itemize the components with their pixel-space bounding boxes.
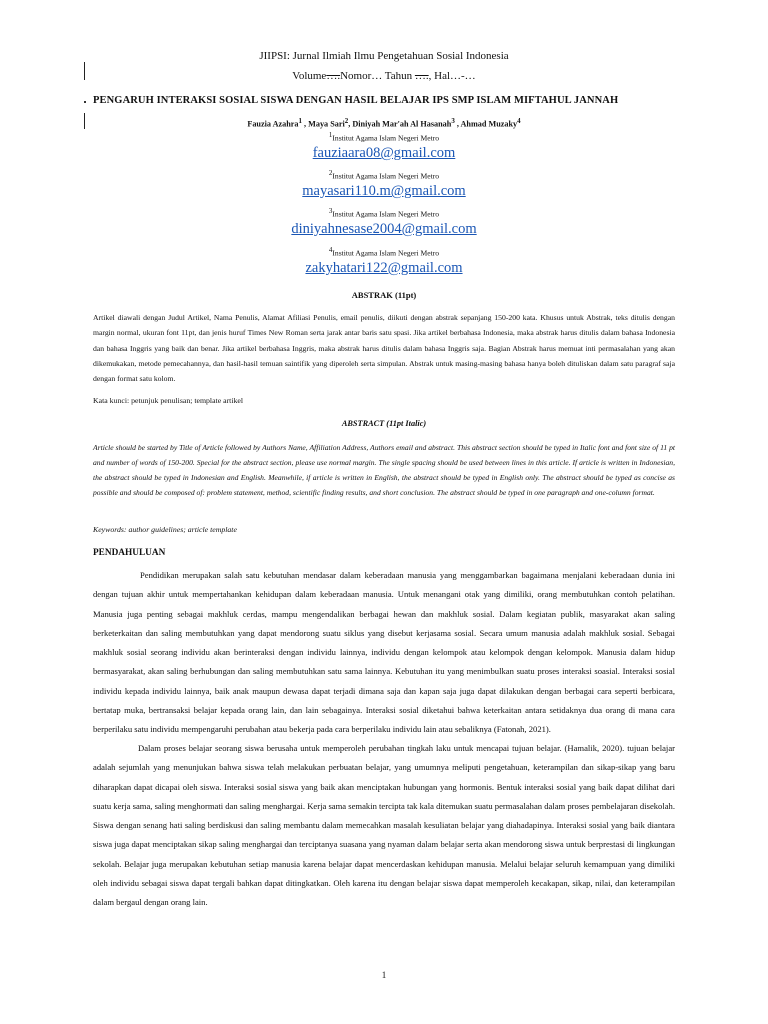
affiliation-institution: Institut Agama Islam Negeri Metro — [332, 209, 440, 219]
affiliation-number: 3 — [328, 207, 333, 215]
margin-mark — [84, 62, 85, 80]
page-number: 1 — [381, 970, 387, 980]
author-number: 3 — [451, 117, 455, 125]
margin-dot — [84, 101, 86, 103]
abstract-en-keywords: Keywords: author guidelines; article template — [93, 525, 237, 534]
author-name: Ahmad Muzaky — [460, 119, 518, 129]
author-number: 1 — [298, 117, 302, 125]
abstract-keywords: Kata kunci: petunjuk penulisan; template artikel — [93, 396, 244, 405]
affiliation-number: 2 — [328, 169, 333, 177]
abstract-heading: ABSTRAK (11pt) — [351, 290, 417, 300]
body-paragraph: Dalam proses belajar seorang siswa berusaha untuk memperoleh perubahan tingkah laku untuk mencapai tujuan belajar. (Hamalik, 2020). tujuan belajar adalah sejumlah yang menunjukan bahwa siswa telah melakukan perbuatan belajar, yang umumnya meliputi pengetahuan, keterampilan dan sikap-sikap yang baru diharapkan dapat dicapai oleh siswa. Interaksi sosial siswa yang baik akan menciptakan hubungan yang hormonis. Bentuk interaksi sosial yang baik dapat dilihat dari suatu kerja sama, saling menghormati dan saling menghargai. Kerja sama semakin tercipta tak kala ditemukan suatu permasalahan dalam proses pembelajaran disekolah. Siswa dengan senang hati saling berdiskusi dan saling membantu dalam memecahkan masalah kesuliatan belajar yang diahadapinya. Interaksi sosial yang baik diantara siswa juga dapat menciptakan sikap saling menghargai dan terciptanya suasana yang nyaman dalam belajar serta akan mendorong siswa untuk berprestasi di lingkungan sekolah. Belajar juga merupakan kebutuhan setiap manusia karena belajar dapat mencerdaskan kehidupan manusia. Melalui belajar seluruh kemampuan yang dimiliki oleh individu sebagai siswa dapat tergali bahkan dapat ditingkatkan. Oleh karena itu dengan belajar siswa dapat memperoleh kecakapan, sikap, nilai, dan keterampilan dalam bergaul dengan orang lain. — [93, 743, 675, 908]
author-separator: , — [302, 119, 309, 129]
volume-prefix: Volume — [292, 70, 327, 82]
author-name: Fauzia Azahra — [247, 119, 299, 129]
volume-line — [0, 70, 768, 82]
abstract-text: Artikel diawali dengan Judul Artikel, Nama Penulis, Alamat Afiliasi Penulis, email penulis, diikuti dengan abstrak sepanjang 150-200 kata. Khusus untuk Abstrak, teks ditulis dengan margin normal, ukuran font 11pt, dan jenis huruf Times New Roman serta jarak antar baris satu spasi. Jika artikel berbahasa Indonesia, maka abstrak harus ditulis dalam bahasa Indonesia dan bahasa Inggris yang baik dan benar. Jika artikel berbahasa Inggris, maka abstrak harus ditulis dalam bahasa Inggris saja. Bagian Abstrak harus memuat inti permasalahan yang akan dikemukakan, metode pemecahannya, dan hasil-hasil temuan saintifik yang diperoleh serta simpulan. Abstrak untuk masing-masing bahasa hanya boleh dituliskan dalam satu paragraf saja dengan format satu kolom. — [93, 313, 675, 384]
author-number: 4 — [517, 117, 521, 125]
author-number: 2 — [344, 117, 349, 125]
journal-header: JIIPSI: Jurnal Ilmiah Ilmu Pengetahuan Sosial Indonesia — [259, 50, 509, 62]
affiliation — [0, 169, 768, 181]
volume-strike-2: …. — [414, 70, 429, 82]
volume-strike-1: …. — [326, 70, 341, 82]
author-email-link[interactable]: zakyhatari122@gmail.com — [305, 260, 463, 276]
affiliation — [0, 207, 768, 219]
affiliation — [0, 246, 768, 258]
author-name: Diniyah Mar'ah Al Hasanah — [352, 119, 452, 129]
author-email-link[interactable]: mayasari110.m@gmail.com — [302, 183, 466, 199]
article-title: PENGARUH INTERAKSI SOSIAL SISWA DENGAN HASIL BELAJAR IPS SMP ISLAM MIFTAHUL JANNAH — [93, 95, 619, 106]
author-email-link[interactable]: fauziaara08@gmail.com — [312, 145, 456, 161]
volume-suffix: , Hal…-… — [428, 70, 476, 82]
abstract-en-heading: ABSTRACT (11pt Italic) — [341, 419, 427, 428]
author-name: Maya Sari — [308, 119, 345, 129]
volume-middle: Nomor… Tahun — [340, 70, 415, 82]
author-email-link[interactable]: diniyahnesase2004@gmail.com — [291, 221, 477, 237]
section-heading: PENDAHULUAN — [93, 548, 166, 558]
author-separator: , — [454, 119, 461, 129]
affiliation-number: 4 — [328, 246, 333, 254]
abstract-en-text: Article should be started by Title of Article followed by Authors Name, Affiliation Address, Authors email and abstract. This abstract section should be typed in Italic font and font size of 11 pt and number of words of 150-200. Special for the abstract section, please use normal margin. The single spacing should be used between lines in this article. If article is written in Indonesian, the abstract should be typed in Indonesian and English. Meanwhile, if article is written in English, the abstract should be typed in English only. The abstract should be typed as concise as possible and should be composed of: problem statement, method, scientific finding results, and short conclusion. The abstract should be typed in one paragraph and one-column format. — [93, 443, 675, 498]
affiliation — [0, 131, 768, 143]
affiliation-institution: Institut Agama Islam Negeri Metro — [332, 248, 440, 258]
author-separator: , — [348, 119, 353, 129]
affiliation-institution: Institut Agama Islam Negeri Metro — [332, 171, 440, 181]
affiliation-number: 1 — [328, 131, 333, 139]
affiliation-institution: Institut Agama Islam Negeri Metro — [332, 133, 440, 143]
body-paragraph: Pendidikan merupakan salah satu kebutuhan mendasar dalam keberadaan manusia yang menggambarkan bagaimana menjalani keberadaan dunia ini dengan tujuan akhir untuk mempertahankan kehidupan dalam keberadaan manusia. Untuk menangani otak yang dimiliki, orang membutuhkan contoh pelatihan. Manusia juga penting sebagai makhluk cerdas, mampu mengendalikan berbagai hewan dan makhluk sosial. Dalam kegiatan publik, masyarakat akan saling berketerkaitan dan saling membutuhkan yang dapat mendorong suatu siklus yang disebut kerjasama sosial. Secara umum manusia adalah makhluk sosial. Sebagai makhluk sosial seorang individu akan berinteraksi dengan individu lainnya, individu dengan kelompok atau kelompok dengan kelompok. Manusia dalam hidup bermasyarakat, akan saling berhubungan dan saling membutuhkan satu sama lainnya. Kebutuhan itu yang menimbulkan suatu proses interaksi soasial. Interaksi sosial individu kepada individu lainnya, baik anak maupun dewasa dapat terjadi dimana saja dan kapan saja juga dapat dilakukan dengan berbagai cara seperti berbicara, bertatap muka, bertransaksi belajar kepada orang lain, dan lain sebagainya. Interaksi sosial diketahui bahwa keterkaitan antara setidaknya dua orang di mana cara berperilaku satu individu mempengaruhi perubahan atau bekerja pada cara berperilaku individu lain atau sebaliknya (Fatonah, 2021). — [93, 570, 675, 735]
authors-line — [0, 117, 768, 129]
